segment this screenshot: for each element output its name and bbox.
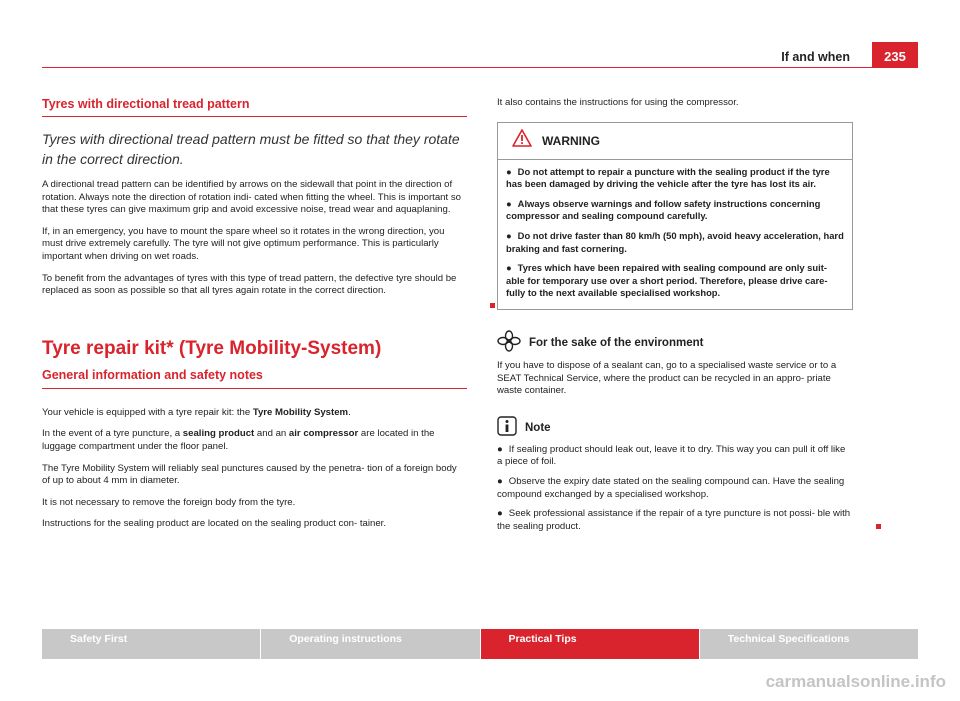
warning-triangle-icon — [512, 129, 532, 152]
chapter-heading: Tyre repair kit* (Tyre Mobility-System) — [42, 337, 382, 359]
warning-item — [506, 166, 844, 191]
environment-title: For the sake of the environment — [529, 337, 704, 350]
bullet-icon: ● — [506, 262, 512, 274]
left-column — [42, 97, 467, 540]
warning-header — [498, 123, 852, 160]
bullet-icon: ● — [506, 197, 512, 209]
section-heading-directional-tread: Tyres with directional tread pattern — [42, 97, 467, 117]
tab-technical-specifications[interactable]: Technical Specifications — [700, 629, 918, 659]
section-end-marker — [876, 524, 881, 529]
text-run: Your vehicle is equipped with a tyre repair kit: the — [42, 406, 253, 418]
paragraph: If you have to dispose of a sealant can, go to a specialised waste service or to a SEAT Technical Service, where the product can be recycled in an appro- priate waste container. — [497, 359, 837, 397]
paragraph-text: To benefit from the advantages of tyres with this type of tread pattern, the defective tyre should be replaced as soon as possible so that all tyres again rotate in the correct direction. — [42, 272, 457, 297]
paragraph: The Tyre Mobility System will reliably seal punctures caused by the penetra- tion of a foreign body of up to about 4 mm in diameter. — [42, 462, 457, 487]
text-run: are located in the luggage compartment under the floor panel. — [42, 428, 435, 452]
paragraph: It also contains the instructions for using the compressor. — [497, 97, 739, 108]
note-title: Note — [525, 422, 551, 435]
note-heading — [497, 416, 853, 441]
note-item — [497, 444, 853, 469]
bold-term: sealing product — [182, 428, 255, 440]
section-end-marker — [490, 303, 495, 308]
warning-text: Do not attempt to repair a puncture with the sealing product if the tyre has been damaged by driving the vehicle after the tyre has lost its air. — [506, 165, 830, 190]
text-run: . — [348, 406, 351, 418]
environment-flower-icon — [497, 330, 521, 357]
warning-box — [497, 122, 853, 310]
page-number: 235 — [872, 42, 918, 68]
warning-text: Do not drive faster than 80 km/h (50 mph), avoid heavy acceleration, hard braking and fast cornering. — [506, 229, 844, 254]
section-heading-safety-notes: General information and safety notes — [42, 368, 467, 389]
warning-title: WARNING — [542, 133, 600, 148]
bullet-icon: ● — [497, 508, 503, 520]
text-run: and an — [254, 428, 289, 440]
bullet-icon: ● — [497, 475, 503, 487]
note-text: If sealing product should leak out, leave it to dry. This way you can pull it off like a piece of foil. — [497, 443, 846, 468]
warning-item — [506, 262, 844, 300]
paragraph — [42, 407, 467, 420]
paragraph: Instructions for the sealing product are located on the sealing product con- tainer. — [42, 518, 386, 530]
watermark: carmanualsonline.info — [765, 672, 946, 691]
warning-text: Tyres which have been repaired with sealing compound are only suit- able for temporary use over a short period. Therefore, please drive care- fully to the next available specialised workshop. — [506, 262, 828, 299]
paragraph: A directional tread pattern can be identified by arrows on the sidewall that point in the direction of rotation. Always note the direction of rotation indi- cated when fitting the wheel. This is important so that these tyres can give maximum grip and avoid excessive noise, tread wear and aquaplaning. — [42, 179, 461, 216]
environment-heading — [497, 330, 853, 357]
running-header-title: If and when — [781, 50, 850, 64]
note-item — [497, 508, 853, 533]
paragraph: If, in an emergency, you have to mount the spare wheel so it rotates in the wrong direction, you must drive extremely carefully. The tyre will not give optimum performance. This is particularly important when driving on wet roads. — [42, 225, 445, 262]
tab-practical-tips[interactable]: Practical Tips — [481, 629, 699, 659]
bullet-icon: ● — [506, 229, 512, 241]
warning-text: Always observe warnings and follow safety instructions concerning compressor and sealing compound carefully. — [506, 197, 821, 222]
info-icon — [497, 416, 517, 441]
text-run: In the event of a tyre puncture, a — [42, 428, 183, 440]
chapter-tab-bar — [42, 629, 918, 659]
warning-list — [498, 160, 852, 309]
warning-item — [506, 198, 844, 223]
note-item — [497, 476, 853, 501]
note-text: Seek professional assistance if the repair of a tyre puncture is not possi- ble with the sealing product. — [497, 508, 851, 532]
header-rule — [42, 67, 918, 68]
bullet-icon: ● — [506, 165, 512, 177]
tab-safety-first[interactable]: Safety First — [42, 629, 260, 659]
right-column — [497, 97, 853, 540]
paragraph: It is not necessary to remove the foreign body from the tyre. — [42, 496, 296, 508]
tab-operating-instructions[interactable]: Operating instructions — [261, 629, 479, 659]
bold-term: air compressor — [288, 428, 359, 440]
section-summary: Tyres with directional tread pattern must be fitted so that they rotate in the correct direction. — [42, 131, 460, 167]
bullet-icon: ● — [497, 443, 503, 455]
warning-item — [506, 230, 844, 255]
paragraph — [42, 428, 467, 453]
bold-term: Tyre Mobility System — [252, 406, 349, 418]
paragraph — [42, 273, 467, 298]
note-text: Observe the expiry date stated on the sealing compound can. Have the sealing compound exchanged by a specialised workshop. — [497, 475, 845, 500]
